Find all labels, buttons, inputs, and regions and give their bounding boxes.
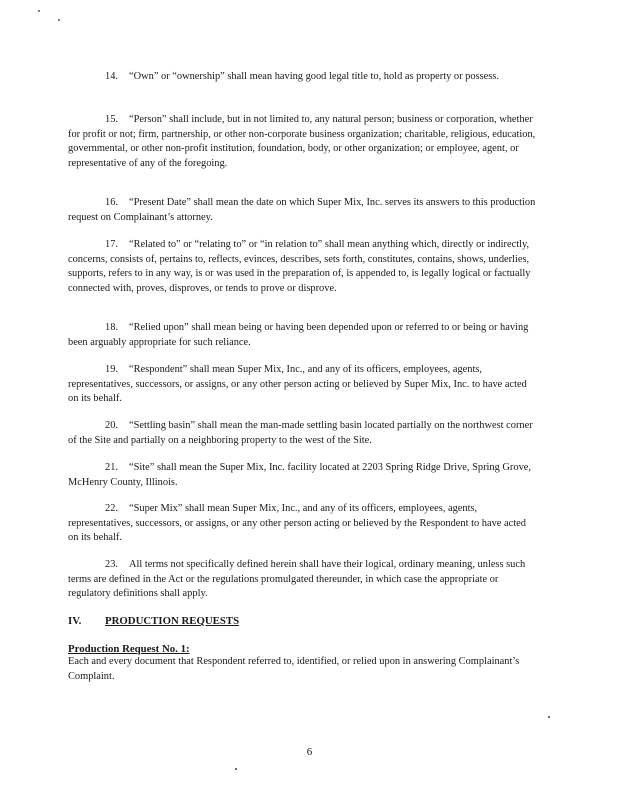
paragraph-text: “Site” shall mean the Super Mix, Inc. facility located at 2203 Spring Ridge Drive, Spring Grove, McHenry County, Illinois. (68, 462, 531, 488)
definition-paragraph-15 (68, 113, 538, 171)
definition-paragraph-16 (68, 196, 538, 225)
paragraph-text: “Respondent” shall mean Super Mix, Inc., and any of its officers, employees, agents, representatives, successors, or assigns, or any other person acting or believed by Super Mix, Inc. to have acted on its behalf. (68, 364, 527, 404)
definition-paragraph-21 (68, 461, 538, 490)
paragraph-text: All terms not specifically defined herein shall have their logical, ordinary meaning, unless such terms are defined in the Act or the regulations promulgated thereunder, in which case the appropriate or regulatory definitions shall apply. (68, 559, 526, 599)
paragraph-text: “Super Mix” shall mean Super Mix, Inc., and any of its officers, employees, agents, representatives, successors, or assigns, or any other person acting or believed by the Respondent to have acted on its behalf. (68, 503, 526, 543)
section-title: PRODUCTION REQUESTS (105, 615, 240, 627)
definition-paragraph-19 (68, 363, 538, 407)
production-request-title: Production Request No. 1: (68, 643, 190, 655)
paragraph-text: “Present Date” shall mean the date on which Super Mix, Inc. serves its answers to this production request on Complainant’s attorney. (68, 197, 536, 223)
paragraph-number: 22. (105, 503, 118, 514)
scan-speck (235, 768, 237, 770)
definition-paragraph-14 (68, 70, 538, 85)
section-number: IV. (68, 615, 82, 627)
paragraph-text: “Related to” or “relating to” or “in relation to” shall mean anything which, directly or indirectly, concerns, consists of, pertains to, reflects, evinces, describes, sets forth, constitutes, contains, shows, underlies, supports, refers to in any way, is or was used in the preparation of, is appended to, is legally logical or factually connected with, proves, disproves, or tends to prove or disprove. (68, 239, 531, 294)
scan-speck (548, 716, 550, 718)
paragraph-number: 23. (105, 559, 118, 570)
definition-paragraph-23 (68, 558, 538, 602)
paragraph-text: “Settling basin” shall mean the man-made settling basin located partially on the northwest corner of the Site and partially on a neighboring property to the west of the Site. (68, 420, 533, 446)
scan-speck (58, 19, 60, 21)
section-heading (68, 614, 239, 628)
paragraph-number: 18. (105, 322, 118, 333)
paragraph-number: 19. (105, 364, 118, 375)
paragraph-number: 16. (105, 197, 118, 208)
paragraph-number: 14. (105, 71, 118, 82)
definition-paragraph-18 (68, 321, 538, 350)
production-request-body: Each and every document that Respondent referred to, identified, or relied upon in answering Complainant’s Complaint. (68, 656, 520, 682)
paragraph-number: 17. (105, 239, 118, 250)
paragraph-text: “Relied upon” shall mean being or having been depended upon or referred to or being or having been arguably appropriate for such reliance. (68, 322, 529, 348)
paragraph-number: 20. (105, 420, 118, 431)
definition-paragraph-17 (68, 238, 538, 296)
paragraph-number: 15. (105, 114, 118, 125)
paragraph-number: 21. (105, 462, 118, 473)
paragraph-text: “Person” shall include, but in not limited to, any natural person; business or corporation, whether for profit or not; firm, partnership, or other non-corporate business organization; charitable, religious, education, governmental, or other non-profit institution, foundation, body, or other organization; or employee, agent, or representative of any of the foregoing. (68, 114, 536, 169)
definition-paragraph-22 (68, 502, 538, 546)
page-number: 6 (306, 746, 313, 758)
paragraph-text: “Own” or “ownership” shall mean having good legal title to, hold as property or possess. (129, 71, 499, 82)
definition-paragraph-20 (68, 419, 538, 448)
scan-speck (38, 10, 40, 12)
